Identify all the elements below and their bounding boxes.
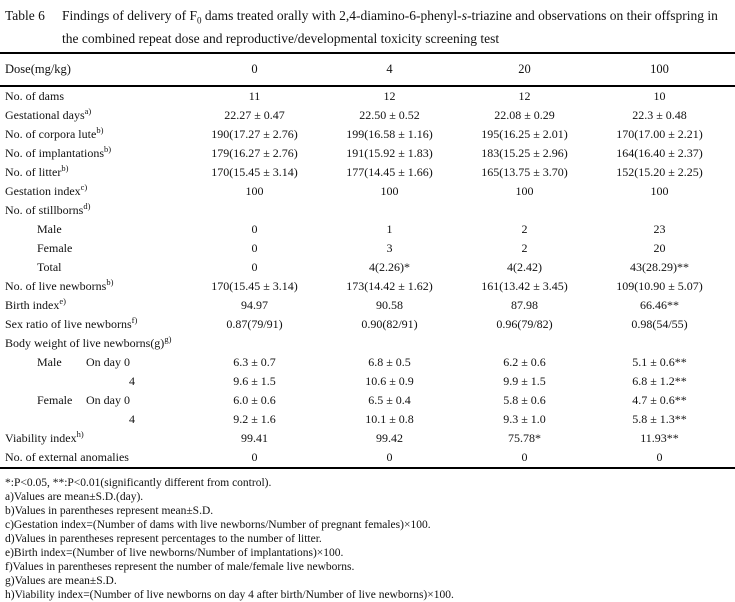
caption-italic-s: s [461, 8, 467, 23]
table-row [0, 182, 735, 201]
footnote-marker: f) [131, 314, 138, 325]
cell: 100 [515, 183, 534, 198]
table-row [0, 296, 735, 315]
footnote-line: f)Values in parentheses represent the number of male/female live newborns. [5, 560, 355, 573]
cell [187, 201, 322, 220]
cell: 94.97 [241, 297, 268, 312]
row-label: Viability index$^{h)}$ [5, 428, 84, 445]
cell: 9.2 ± 1.6 [233, 411, 276, 426]
row-label: No. of litter$^{b)}$ [5, 162, 69, 179]
cell: 179(16.27 ± 2.76) [211, 145, 298, 160]
table-row [0, 391, 735, 410]
cell: 6.8 ± 0.5 [368, 354, 411, 369]
cell: 161(13.42 ± 3.45) [481, 278, 568, 293]
cell: 2 [521, 240, 528, 255]
row-label: No. of external anomalies [5, 449, 129, 464]
table-row [0, 315, 735, 334]
cell: 99.42 [376, 430, 403, 445]
dose-header-label: Dose(mg/kg) [5, 61, 71, 76]
cell: 191(15.92 ± 1.83) [346, 145, 433, 160]
cell: 22.27 ± 0.47 [224, 107, 285, 122]
footnote-marker: b) [104, 143, 112, 154]
cell: 22.08 ± 0.29 [494, 107, 555, 122]
table-row [0, 163, 735, 182]
cell [187, 334, 322, 353]
footnote-line: b)Values in parentheses represent mean±S.D. [5, 504, 214, 517]
cell: 3 [386, 240, 393, 255]
row-label: Female On day 0 [37, 392, 130, 407]
table-row [0, 87, 735, 106]
cell: 4(2.26)* [369, 259, 410, 274]
header-row [0, 54, 735, 87]
footnote-line: g)Values are mean±S.D. [5, 574, 117, 587]
row-label: Sex ratio of live newborns$^{f)}$ [5, 314, 138, 331]
cell: 20 [653, 240, 666, 255]
cell: 0 [521, 449, 528, 464]
cell: 0 [251, 259, 258, 274]
cell: 109(10.90 ± 5.07) [616, 278, 703, 293]
footnote-marker: a) [84, 105, 92, 116]
footnote-line: e)Birth index=(Number of live newborns/Number of implantations)×100. [5, 546, 344, 559]
footnote-line: a)Values are mean±S.D.(day). [5, 490, 144, 503]
cell: 0.87(79/91) [226, 316, 283, 331]
table-title-block [0, 0, 735, 47]
cell: 177(14.45 ± 1.66) [346, 164, 433, 179]
table-row [0, 239, 735, 258]
cell: 90.58 [376, 297, 403, 312]
dose-column-4: 4 [386, 61, 393, 76]
cell: 4(2.42) [507, 259, 542, 274]
cell [322, 334, 457, 353]
cell: 22.3 ± 0.48 [632, 107, 687, 122]
row-label: No. of dams [5, 88, 64, 103]
dose-column-20: 20 [518, 61, 531, 76]
cell [592, 201, 727, 220]
table-row [0, 372, 735, 391]
footnote-marker: g) [164, 333, 172, 344]
footnote-line: d)Values in parentheses represent percentages to the number of litter. [5, 532, 322, 545]
cell: 23 [653, 221, 666, 236]
cell: 173(14.42 ± 1.62) [346, 278, 433, 293]
cell: 2 [521, 221, 528, 236]
cell: 165(13.75 ± 3.70) [481, 164, 568, 179]
footnote-line: *:P<0.05, **:P<0.01(significantly different from control). [5, 476, 272, 489]
row-label: Male On day 0 [37, 354, 130, 369]
cell: 0 [386, 449, 393, 464]
cell: 0 [251, 449, 258, 464]
cell: 43(28.29)** [630, 259, 689, 274]
table-body [0, 87, 735, 467]
row-label: No. of implantations$^{b)}$ [5, 143, 112, 160]
cell: 0 [251, 240, 258, 255]
cell: 6.0 ± 0.6 [233, 392, 276, 407]
table-row [0, 334, 735, 353]
cell: 0 [251, 221, 258, 236]
cell: 12 [518, 88, 531, 103]
table-row [0, 201, 735, 220]
footnote-line: c)Gestation index=(Number of dams with live newborns/Number of pregnant females)×100. [5, 518, 431, 531]
row-label: No. of live newborns$^{b)}$ [5, 276, 114, 293]
cell: 12 [383, 88, 396, 103]
cell: 190(17.27 ± 2.76) [211, 126, 298, 141]
row-label: 4 [129, 373, 135, 388]
cell: 75.78* [508, 430, 541, 445]
cell: 5.1 ± 0.6** [632, 354, 687, 369]
table-row [0, 125, 735, 144]
footnote-marker: d) [83, 200, 91, 211]
data-table [0, 52, 735, 469]
row-label: Body weight of live $newborns(g)^{g)}$ [5, 333, 172, 350]
cell: 9.3 ± 1.0 [503, 411, 546, 426]
cell: 0.98(54/55) [631, 316, 688, 331]
cell: 100 [650, 183, 669, 198]
table-row [0, 353, 735, 372]
cell [592, 334, 727, 353]
caption-text: Findings of delivery of F [62, 8, 197, 23]
row-label: 4 [129, 411, 135, 426]
table-row [0, 106, 735, 125]
dose-column-100: 100 [650, 61, 669, 76]
table-row [0, 448, 735, 467]
cell: 10.1 ± 0.8 [365, 411, 414, 426]
cell: 5.8 ± 0.6 [503, 392, 546, 407]
table-row [0, 258, 735, 277]
footnotes [0, 469, 735, 602]
cell: 6.3 ± 0.7 [233, 354, 276, 369]
cell: 6.8 ± 1.2** [632, 373, 687, 388]
cell: 0.90(82/91) [361, 316, 418, 331]
cell: 5.8 ± 1.3** [632, 411, 687, 426]
table-row [0, 144, 735, 163]
cell: 0 [656, 449, 663, 464]
cell: 66.46** [640, 297, 679, 312]
row-label: Gestational days$^{a)}$ [5, 105, 92, 122]
table-caption [62, 7, 729, 47]
cell: 10 [653, 88, 666, 103]
cell: 100 [245, 183, 264, 198]
cell [322, 201, 457, 220]
cell: 99.41 [241, 430, 268, 445]
dose-column-0: 0 [251, 61, 258, 76]
cell: 10.6 ± 0.9 [365, 373, 414, 388]
table-number: Table 6 [5, 8, 45, 23]
cell: 9.9 ± 1.5 [503, 373, 546, 388]
caption-text: dams treated orally with 2,4-diamino-6-phenyl- [201, 8, 462, 23]
footnote-line: h)Viability index=(Number of live newborns on day 4 after birth/Number of live newborns)×100. [5, 588, 454, 601]
cell: 6.5 ± 0.4 [368, 392, 411, 407]
table-row [0, 429, 735, 448]
cell: 164(16.40 ± 2.37) [616, 145, 703, 160]
cell: 170(15.45 ± 3.14) [211, 278, 298, 293]
table-row [0, 277, 735, 296]
cell: 9.6 ± 1.5 [233, 373, 276, 388]
cell: 195(16.25 ± 2.01) [481, 126, 568, 141]
row-label: Gestation index$^{c)}$ [5, 181, 88, 198]
cell: 183(15.25 ± 2.96) [481, 145, 568, 160]
cell: 199(16.58 ± 1.16) [346, 126, 433, 141]
row-label: Female [37, 240, 73, 255]
cell: 152(15.20 ± 2.25) [616, 164, 703, 179]
row-label: No. of stillborns$^{d)}$ [5, 200, 91, 217]
cell: 170(15.45 ± 3.14) [211, 164, 298, 179]
table-row [0, 220, 735, 239]
row-label: No. of corpora lute$^{b)}$ [5, 124, 104, 141]
row-label: Birth index$^{e)}$ [5, 295, 66, 312]
cell: 11 [248, 88, 261, 103]
footnote-marker: b) [61, 162, 69, 173]
caption-subscript: 0 [197, 15, 202, 26]
cell: 11.93** [640, 430, 679, 445]
footnote-marker: e) [59, 295, 66, 306]
cell: 4.7 ± 0.6** [632, 392, 687, 407]
cell: 0.96(79/82) [496, 316, 553, 331]
footnote-marker: b) [96, 124, 104, 135]
footnote-marker: h) [76, 428, 84, 439]
cell: 22.50 ± 0.52 [359, 107, 420, 122]
cell: 1 [386, 221, 393, 236]
footnote-marker: b) [106, 276, 114, 287]
cell: 87.98 [511, 297, 538, 312]
cell [457, 201, 592, 220]
cell [457, 334, 592, 353]
row-label: Male [37, 221, 62, 236]
caption-text: -triazine and observations on their offspring in the combined repeat dose and reproductive/developmental toxicity screening test [62, 8, 718, 46]
cell: 170(17.00 ± 2.21) [616, 126, 703, 141]
row-label: Total [37, 259, 62, 274]
cell: 100 [380, 183, 399, 198]
footnote-marker: c) [80, 181, 88, 192]
table-row [0, 410, 735, 429]
cell: 6.2 ± 0.6 [503, 354, 546, 369]
